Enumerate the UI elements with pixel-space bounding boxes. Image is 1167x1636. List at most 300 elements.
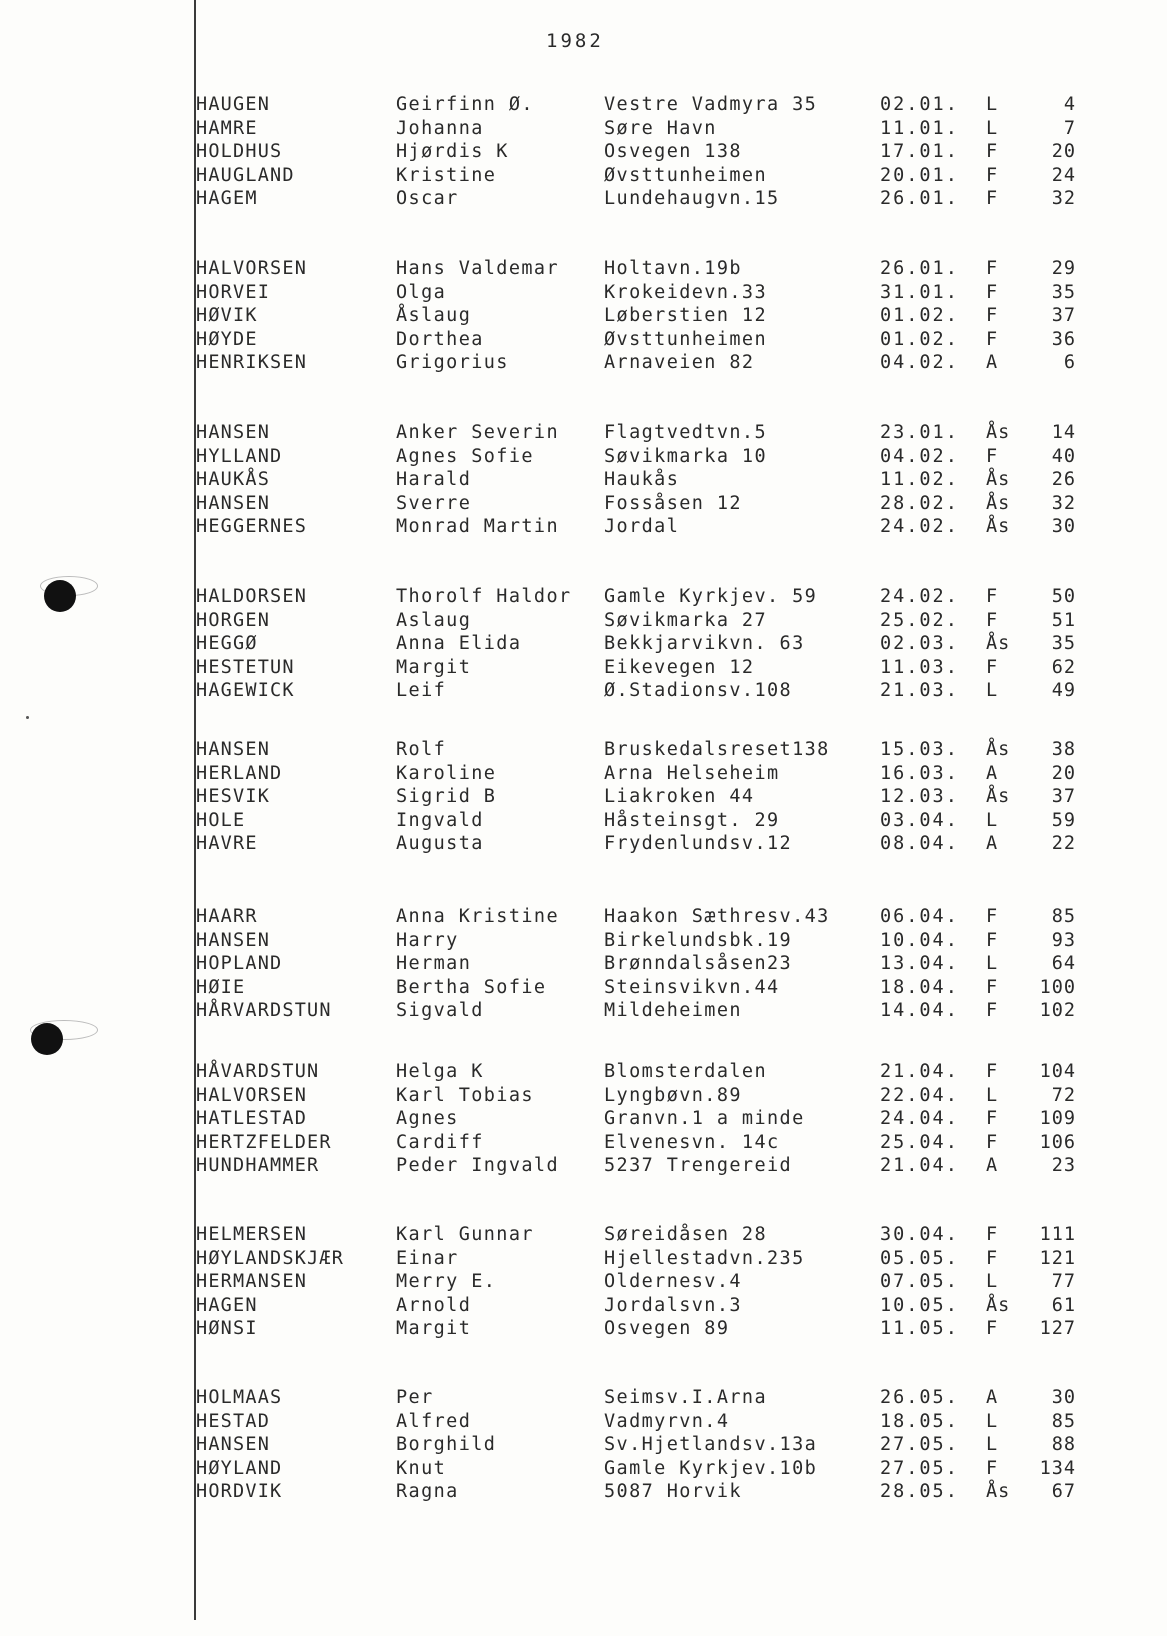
code-cell: L (986, 1410, 999, 1432)
number-cell: 127 (1039, 1318, 1076, 1340)
surname-cell: HANSEN (196, 739, 271, 760)
address-cell: Håsteinsgt. 29 (604, 809, 780, 831)
code-cell: F (986, 1131, 999, 1153)
number-cell: 30 (1051, 1387, 1076, 1408)
first-name-cell: Harald (396, 469, 472, 491)
date-cell: 21.04. (880, 1061, 959, 1082)
number-cell: 38 (1051, 739, 1076, 760)
entry-group (196, 586, 1096, 704)
surname-cell: HOPLAND (196, 953, 283, 975)
address-cell: Lyngbøvn.89 (604, 1084, 742, 1106)
address-cell: Bekkjarvikvn. 63 (604, 633, 805, 655)
code-cell: F (986, 1247, 999, 1269)
code-cell: Ås (986, 492, 1011, 514)
first-name-cell: Rolf (396, 739, 447, 760)
number-cell: 85 (1051, 906, 1076, 927)
surname-cell: HAGEWICK (196, 680, 295, 702)
address-cell: Søreidåsen 28 (604, 1224, 767, 1245)
date-cell: 26.05. (880, 1387, 959, 1408)
number-cell: 29 (1051, 258, 1076, 279)
surname-cell: HAMRE (196, 117, 258, 139)
entry-row (196, 739, 1096, 763)
number-cell: 88 (1051, 1434, 1076, 1456)
entry-row (196, 1271, 1096, 1295)
surname-cell: HÅVARDSTUN (196, 1061, 320, 1082)
address-cell: Birkelundsbk.19 (604, 929, 793, 951)
number-cell: 32 (1051, 492, 1076, 514)
number-cell: 104 (1039, 1061, 1076, 1082)
entry-row (196, 906, 1096, 930)
first-name-cell: Peder Ingvald (396, 1155, 559, 1177)
number-cell: 37 (1051, 786, 1076, 808)
number-cell: 59 (1051, 809, 1076, 831)
surname-cell: HOLDHUS (196, 141, 283, 163)
surname-cell: HATLESTAD (196, 1108, 308, 1130)
surname-cell: HØIE (196, 976, 246, 998)
first-name-cell: Anna Elida (396, 633, 522, 655)
address-cell: Øvsttunheimen (604, 164, 767, 186)
entry-row (196, 1434, 1096, 1458)
surname-cell: HØYLANDSKJÆR (196, 1247, 345, 1269)
date-cell: 17.01. (880, 141, 959, 163)
date-cell: 08.04. (880, 833, 959, 855)
first-name-cell: Dorthea (396, 328, 484, 350)
surname-cell: HESTAD (196, 1410, 271, 1432)
surname-cell: HØVIK (196, 305, 258, 327)
address-cell: Seimsv.I.Arna (604, 1387, 767, 1408)
surname-cell: HØYLAND (196, 1457, 283, 1479)
address-cell: Mildeheimen (604, 1000, 742, 1022)
entry-row (196, 282, 1096, 306)
first-name-cell: Sverre (396, 492, 472, 514)
address-cell: Sv.Hjetlandsv.13a (604, 1434, 818, 1456)
number-cell: 134 (1039, 1457, 1076, 1479)
entry-row (196, 1155, 1096, 1179)
code-cell: Ås (986, 1481, 1011, 1503)
surname-cell: HAGEM (196, 188, 258, 210)
entry-row (196, 1061, 1096, 1085)
code-cell: A (986, 833, 999, 855)
first-name-cell: Karl Tobias (396, 1084, 534, 1106)
first-name-cell: Augusta (396, 833, 484, 855)
number-cell: 6 (1063, 352, 1076, 374)
entry-row (196, 329, 1096, 353)
ink-speck (26, 716, 29, 719)
address-cell: Vestre Vadmyra 35 (604, 94, 818, 115)
entry-row (196, 953, 1096, 977)
first-name-cell: Knut (396, 1457, 447, 1479)
entry-row (196, 94, 1096, 118)
entry-row (196, 633, 1096, 657)
surname-cell: HERMANSEN (196, 1271, 308, 1293)
date-cell: 11.01. (880, 117, 959, 139)
entry-row (196, 141, 1096, 165)
date-cell: 11.03. (880, 656, 959, 678)
first-name-cell: Hjørdis K (396, 141, 509, 163)
code-cell: F (986, 1318, 999, 1340)
first-name-cell: Olga (396, 281, 447, 303)
number-cell: 50 (1051, 586, 1076, 607)
date-cell: 12.03. (880, 786, 959, 808)
entry-row (196, 1224, 1096, 1248)
number-cell: 72 (1051, 1084, 1076, 1106)
address-cell: Blomsterdalen (604, 1061, 767, 1082)
code-cell: F (986, 1000, 999, 1022)
entry-row (196, 930, 1096, 954)
code-cell: F (986, 1457, 999, 1479)
date-cell: 11.02. (880, 469, 959, 491)
entry-group (196, 739, 1096, 857)
code-cell: F (986, 164, 999, 186)
surname-cell: HØYDE (196, 328, 258, 350)
first-name-cell: Margit (396, 1318, 472, 1340)
number-cell: 36 (1051, 328, 1076, 350)
address-cell: Oldernesv.4 (604, 1271, 742, 1293)
address-cell: 5237 Trengereid (604, 1155, 793, 1177)
number-cell: 20 (1051, 141, 1076, 163)
first-name-cell: Karl Gunnar (396, 1224, 534, 1245)
entry-row (196, 977, 1096, 1001)
code-cell: L (986, 680, 999, 702)
date-cell: 14.04. (880, 1000, 959, 1022)
entry-row (196, 1318, 1096, 1342)
entry-row (196, 1000, 1096, 1024)
surname-cell: HAUKÅS (196, 469, 271, 491)
code-cell: F (986, 906, 999, 927)
address-cell: Arna Helseheim (604, 762, 780, 784)
code-cell: L (986, 809, 999, 831)
code-cell: A (986, 1387, 999, 1408)
code-cell: F (986, 1061, 999, 1082)
entry-row (196, 833, 1096, 857)
date-cell: 23.01. (880, 422, 959, 443)
entry-row (196, 1295, 1096, 1319)
first-name-cell: Agnes (396, 1108, 459, 1130)
date-cell: 22.04. (880, 1084, 959, 1106)
first-name-cell: Anker Severin (396, 422, 559, 443)
address-cell: Haakon Sæthresv.43 (604, 906, 830, 927)
number-cell: 35 (1051, 633, 1076, 655)
entry-group (196, 1224, 1096, 1342)
date-cell: 06.04. (880, 906, 959, 927)
surname-cell: HØNSI (196, 1318, 258, 1340)
code-cell: F (986, 281, 999, 303)
entry-row (196, 305, 1096, 329)
code-cell: L (986, 117, 999, 139)
address-cell: Søre Havn (604, 117, 717, 139)
address-cell: 5087 Horvik (604, 1481, 742, 1503)
entry-group (196, 906, 1096, 1024)
code-cell: Ås (986, 469, 1011, 491)
code-cell: L (986, 1271, 999, 1293)
entry-row (196, 610, 1096, 634)
address-cell: Fossåsen 12 (604, 492, 742, 514)
address-cell: Jordalsvn.3 (604, 1294, 742, 1316)
number-cell: 51 (1051, 609, 1076, 631)
entry-row (196, 1458, 1096, 1482)
surname-cell: HAUGLAND (196, 164, 295, 186)
code-cell: F (986, 1108, 999, 1130)
surname-cell: HAUGEN (196, 94, 271, 115)
entry-row (196, 469, 1096, 493)
date-cell: 30.04. (880, 1224, 959, 1245)
surname-cell: HYLLAND (196, 445, 283, 467)
first-name-cell: Thorolf Haldor (396, 586, 572, 607)
address-cell: Bruskedalsreset138 (604, 739, 830, 760)
surname-cell: HAVRE (196, 833, 258, 855)
date-cell: 28.02. (880, 492, 959, 514)
entry-row (196, 188, 1096, 212)
first-name-cell: Karoline (396, 762, 497, 784)
code-cell: F (986, 188, 999, 210)
address-cell: Elvenesvn. 14c (604, 1131, 780, 1153)
date-cell: 15.03. (880, 739, 959, 760)
number-cell: 7 (1063, 117, 1076, 139)
surname-cell: HALVORSEN (196, 1084, 308, 1106)
entry-row (196, 1248, 1096, 1272)
first-name-cell: Per (396, 1387, 434, 1408)
entry-row (196, 680, 1096, 704)
number-cell: 32 (1051, 188, 1076, 210)
entry-row (196, 258, 1096, 282)
surname-cell: HANSEN (196, 422, 271, 443)
code-cell: A (986, 762, 999, 784)
address-cell: Arnaveien 82 (604, 352, 755, 374)
entry-row (196, 1108, 1096, 1132)
first-name-cell: Sigrid B (396, 786, 497, 808)
code-cell: F (986, 609, 999, 631)
first-name-cell: Agnes Sofie (396, 445, 534, 467)
first-name-cell: Grigorius (396, 352, 509, 374)
code-cell: F (986, 328, 999, 350)
first-name-cell: Alfred (396, 1410, 472, 1432)
address-cell: Liakroken 44 (604, 786, 755, 808)
address-cell: Brønndalsåsen23 (604, 953, 793, 975)
surname-cell: HAARR (196, 906, 258, 927)
code-cell: F (986, 141, 999, 163)
code-cell: F (986, 656, 999, 678)
number-cell: 37 (1051, 305, 1076, 327)
date-cell: 02.03. (880, 633, 959, 655)
date-cell: 02.01. (880, 94, 959, 115)
number-cell: 111 (1039, 1224, 1076, 1245)
surname-cell: HAGEN (196, 1294, 258, 1316)
surname-cell: HORDVIK (196, 1481, 283, 1503)
date-cell: 25.04. (880, 1131, 959, 1153)
surname-cell: HOLE (196, 809, 246, 831)
number-cell: 24 (1051, 164, 1076, 186)
entry-row (196, 763, 1096, 787)
date-cell: 04.02. (880, 352, 959, 374)
date-cell: 24.02. (880, 586, 959, 607)
surname-cell: HANSEN (196, 1434, 271, 1456)
number-cell: 4 (1063, 94, 1076, 115)
first-name-cell: Monrad Martin (396, 516, 559, 538)
date-cell: 18.05. (880, 1410, 959, 1432)
number-cell: 102 (1039, 1000, 1076, 1022)
address-cell: Gamle Kyrkjev. 59 (604, 586, 818, 607)
address-cell: Søvikmarka 10 (604, 445, 767, 467)
number-cell: 14 (1051, 422, 1076, 443)
code-cell: Ås (986, 739, 1011, 760)
entry-row (196, 422, 1096, 446)
surname-cell: HANSEN (196, 929, 271, 951)
entry-row (196, 657, 1096, 681)
surname-cell: HEGGERNES (196, 516, 308, 538)
address-cell: Lundehaugvn.15 (604, 188, 780, 210)
code-cell: F (986, 258, 999, 279)
address-cell: Haukås (604, 469, 680, 491)
surname-cell: HERTZFELDER (196, 1131, 332, 1153)
surname-cell: HALDORSEN (196, 586, 308, 607)
surname-cell: HORGEN (196, 609, 271, 631)
code-cell: Ås (986, 1294, 1011, 1316)
address-cell: Øvsttunheimen (604, 328, 767, 350)
address-cell: Vadmyrvn.4 (604, 1410, 730, 1432)
code-cell: F (986, 586, 999, 607)
number-cell: 26 (1051, 469, 1076, 491)
address-cell: Steinsvikvn.44 (604, 976, 780, 998)
number-cell: 40 (1051, 445, 1076, 467)
first-name-cell: Åslaug (396, 305, 472, 327)
code-cell: F (986, 976, 999, 998)
page-year: 1982 (546, 30, 604, 52)
entry-group (196, 1387, 1096, 1505)
first-name-cell: Cardiff (396, 1131, 484, 1153)
address-cell: Holtavn.19b (604, 258, 742, 279)
first-name-cell: Hans Valdemar (396, 258, 559, 279)
code-cell: Ås (986, 633, 1011, 655)
first-name-cell: Herman (396, 953, 472, 975)
number-cell: 61 (1051, 1294, 1076, 1316)
date-cell: 26.01. (880, 188, 959, 210)
entry-row (196, 446, 1096, 470)
entry-row (196, 1085, 1096, 1109)
first-name-cell: Bertha Sofie (396, 976, 547, 998)
first-name-cell: Sigvald (396, 1000, 484, 1022)
date-cell: 01.02. (880, 305, 959, 327)
first-name-cell: Oscar (396, 188, 459, 210)
address-cell: Ø.Stadionsv.108 (604, 680, 793, 702)
address-cell: Osvegen 138 (604, 141, 742, 163)
number-cell: 64 (1051, 953, 1076, 975)
entry-row (196, 1387, 1096, 1411)
first-name-cell: Borghild (396, 1434, 497, 1456)
date-cell: 21.04. (880, 1155, 959, 1177)
code-cell: L (986, 953, 999, 975)
date-cell: 13.04. (880, 953, 959, 975)
entry-row (196, 493, 1096, 517)
address-cell: Flagtvedtvn.5 (604, 422, 767, 443)
address-cell: Granvn.1 a minde (604, 1108, 805, 1130)
surname-cell: HELMERSEN (196, 1224, 308, 1245)
address-cell: Søvikmarka 27 (604, 609, 767, 631)
number-cell: 49 (1051, 680, 1076, 702)
number-cell: 93 (1051, 929, 1076, 951)
date-cell: 25.02. (880, 609, 959, 631)
entry-row (196, 516, 1096, 540)
number-cell: 85 (1051, 1410, 1076, 1432)
entry-group (196, 258, 1096, 376)
first-name-cell: Ingvald (396, 809, 484, 831)
date-cell: 18.04. (880, 976, 959, 998)
number-cell: 67 (1051, 1481, 1076, 1503)
entry-row (196, 586, 1096, 610)
surname-cell: HEGGØ (196, 633, 258, 655)
date-cell: 05.05. (880, 1247, 959, 1269)
address-cell: Frydenlundsv.12 (604, 833, 793, 855)
address-cell: Jordal (604, 516, 680, 538)
number-cell: 77 (1051, 1271, 1076, 1293)
surname-cell: HANSEN (196, 492, 271, 514)
number-cell: 23 (1051, 1155, 1076, 1177)
code-cell: F (986, 1224, 999, 1245)
date-cell: 26.01. (880, 258, 959, 279)
punch-hole-icon (31, 1023, 63, 1055)
surname-cell: HALVORSEN (196, 258, 308, 279)
first-name-cell: Harry (396, 929, 459, 951)
code-cell: Ås (986, 516, 1011, 538)
date-cell: 27.05. (880, 1457, 959, 1479)
surname-cell: HORVEI (196, 281, 271, 303)
entry-row (196, 118, 1096, 142)
date-cell: 03.04. (880, 809, 959, 831)
surname-cell: HESVIK (196, 786, 271, 808)
date-cell: 11.05. (880, 1318, 959, 1340)
first-name-cell: Margit (396, 656, 472, 678)
date-cell: 21.03. (880, 680, 959, 702)
address-cell: Osvegen 89 (604, 1318, 730, 1340)
code-cell: L (986, 1084, 999, 1106)
surname-cell: HERLAND (196, 762, 283, 784)
number-cell: 30 (1051, 516, 1076, 538)
number-cell: 106 (1039, 1131, 1076, 1153)
date-cell: 31.01. (880, 281, 959, 303)
address-cell: Gamle Kyrkjev.10b (604, 1457, 818, 1479)
first-name-cell: Anna Kristine (396, 906, 559, 927)
entry-row (196, 1481, 1096, 1505)
code-cell: F (986, 305, 999, 327)
surname-cell: HESTETUN (196, 656, 295, 678)
first-name-cell: Geirfinn Ø. (396, 94, 534, 115)
surname-cell: HOLMAAS (196, 1387, 283, 1408)
number-cell: 22 (1051, 833, 1076, 855)
code-cell: L (986, 94, 999, 115)
date-cell: 16.03. (880, 762, 959, 784)
entry-group (196, 94, 1096, 212)
address-cell: Hjellestadvn.235 (604, 1247, 805, 1269)
surname-cell: HUNDHAMMER (196, 1155, 320, 1177)
first-name-cell: Aslaug (396, 609, 472, 631)
first-name-cell: Ragna (396, 1481, 459, 1503)
first-name-cell: Johanna (396, 117, 484, 139)
date-cell: 24.02. (880, 516, 959, 538)
code-cell: Ås (986, 786, 1011, 808)
address-cell: Krokeidevn.33 (604, 281, 767, 303)
entry-row (196, 1411, 1096, 1435)
code-cell: F (986, 445, 999, 467)
entry-row (196, 786, 1096, 810)
entry-row (196, 165, 1096, 189)
date-cell: 20.01. (880, 164, 959, 186)
date-cell: 10.05. (880, 1294, 959, 1316)
first-name-cell: Kristine (396, 164, 497, 186)
date-cell: 24.04. (880, 1108, 959, 1130)
first-name-cell: Arnold (396, 1294, 472, 1316)
number-cell: 121 (1039, 1247, 1076, 1269)
first-name-cell: Einar (396, 1247, 459, 1269)
number-cell: 100 (1039, 976, 1076, 998)
